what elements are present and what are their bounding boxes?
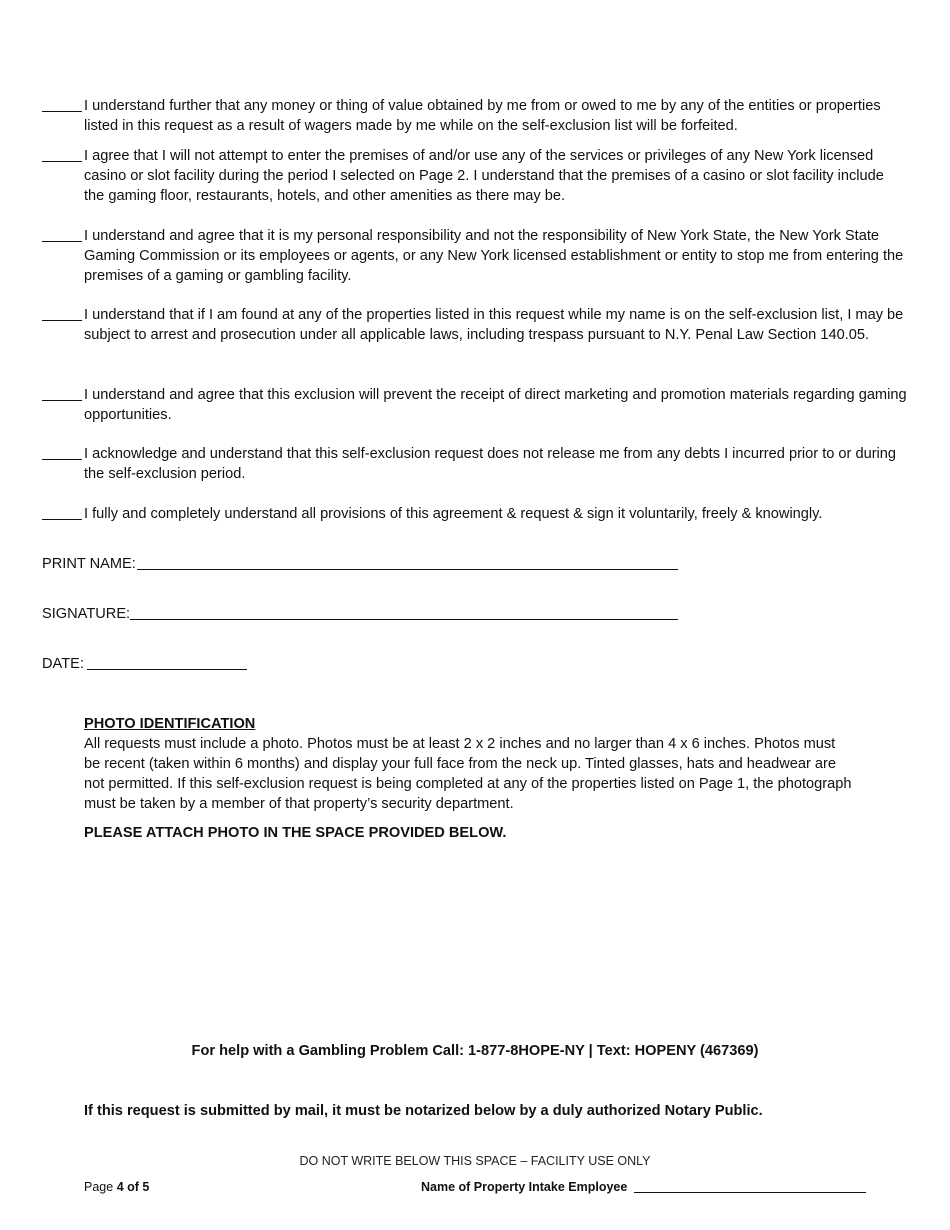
intake-employee-label: Name of Property Intake Employee bbox=[421, 1180, 628, 1194]
intake-employee-field bbox=[421, 1178, 627, 1196]
page-count: 4 of 5 bbox=[116, 1180, 150, 1194]
page-prefix: Page bbox=[84, 1180, 114, 1194]
clause-text: I acknowledge and understand that this self-exclusion request does not release me from any debts I incurred prior to or during the self-exclusion period. bbox=[84, 446, 897, 482]
initials-blank[interactable] bbox=[42, 504, 82, 520]
gambling-help-line: For help with a Gambling Problem Call: 1-877-8HOPE-NY | Text: HOPENY (467369) bbox=[191, 1043, 759, 1059]
print-name-label: PRINT NAME: bbox=[42, 556, 136, 572]
acknowledgement-clause-responsibility bbox=[42, 226, 908, 286]
clause-text: I understand and agree that this exclusion will prevent the receipt of direct marketing and promotion materials regarding gaming opportunities. bbox=[84, 387, 907, 423]
initials-blank[interactable] bbox=[42, 146, 82, 162]
photo-attachment-area[interactable] bbox=[84, 850, 864, 1030]
date-field bbox=[42, 654, 252, 674]
date-line[interactable] bbox=[87, 669, 247, 670]
initials-blank[interactable] bbox=[42, 385, 82, 401]
initials-blank[interactable] bbox=[42, 226, 82, 242]
acknowledgement-clause-premises bbox=[42, 146, 908, 206]
clause-text: I understand further that any money or thing of value obtained by me from or owed to me by any of the entities or properties listed in this request as a result of wagers made by me while on the self-exclusion list will be forfeited. bbox=[84, 98, 881, 134]
signature-field bbox=[42, 604, 682, 624]
print-name-line[interactable] bbox=[137, 569, 678, 570]
facility-use-only-note: DO NOT WRITE BELOW THIS SPACE – FACILITY USE ONLY bbox=[299, 1154, 651, 1168]
page-number bbox=[84, 1178, 149, 1196]
acknowledgement-clause-voluntary bbox=[42, 504, 908, 524]
initials-blank[interactable] bbox=[42, 444, 82, 460]
intake-employee-line[interactable] bbox=[634, 1192, 866, 1193]
acknowledgement-clause-arrest bbox=[42, 305, 908, 345]
notary-requirement: If this request is submitted by mail, it must be notarized below by a duly authorized Notary Public. bbox=[84, 1103, 763, 1119]
clause-text: I understand and agree that it is my personal responsibility and not the responsibility of New York State, the New York State Gaming Commission or its employees or agents, or any New York licensed establishment or entity to stop me from entering the premises of a gaming or gambling facility. bbox=[84, 228, 904, 284]
signature-label: SIGNATURE: bbox=[42, 606, 131, 622]
acknowledgement-clause-marketing bbox=[42, 385, 908, 425]
clause-text: I agree that I will not attempt to enter the premises of and/or use any of the services or privileges of any New York licensed casino or slot facility during the period I selected on Page 2. I understand that the premises of a casino or slot facility include the gaming floor, restaurants, hotels, and other amenities as there may be. bbox=[84, 148, 884, 204]
acknowledgement-clause-debts bbox=[42, 444, 908, 484]
photo-identification-heading: PHOTO IDENTIFICATION bbox=[84, 716, 256, 732]
print-name-field bbox=[42, 554, 682, 574]
signature-line[interactable] bbox=[130, 619, 678, 620]
clause-text: I understand that if I am found at any of the properties listed in this request while my name is on the self-exclusion list, I may be subject to arrest and prosecution under all applicable laws, including trespass pursuant to N.Y. Penal Law Section 140.05. bbox=[84, 307, 904, 343]
initials-blank[interactable] bbox=[42, 96, 82, 112]
date-label: DATE: bbox=[42, 656, 84, 672]
attach-photo-instruction: PLEASE ATTACH PHOTO IN THE SPACE PROVIDED BELOW. bbox=[84, 825, 507, 841]
clause-text: I fully and completely understand all provisions of this agreement & request & sign it voluntarily, freely & knowingly. bbox=[84, 506, 823, 522]
photo-requirements-text: All requests must include a photo. Photos must be at least 2 x 2 inches and no larger than 4 x 6 inches. Photos must be recent (taken within 6 months) and display your full face from the neck up. Tinted glasses, hats and headwear are not permitted. If this self-exclusion request is being completed at any of the properties listed on Page 1, the photograph must be taken by a member of that property’s security department. bbox=[84, 736, 852, 812]
initials-blank[interactable] bbox=[42, 305, 82, 321]
acknowledgement-clause-forfeiture bbox=[42, 96, 908, 136]
